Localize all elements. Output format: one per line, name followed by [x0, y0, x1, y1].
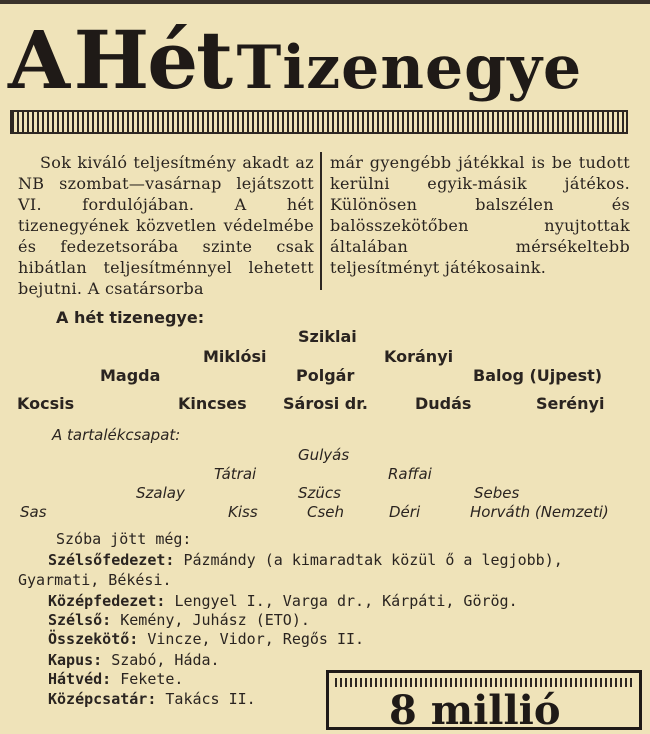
intro-column-right — [330, 152, 630, 278]
first-team-forward-5: Serényi — [536, 394, 605, 413]
headline — [8, 14, 632, 106]
column-divider — [320, 152, 322, 290]
reserve-team-half-centre: Szücs — [298, 484, 341, 502]
reserve-team-forward-3: Cseh — [307, 503, 345, 521]
mentions-wing-half-text: Pázmándy (a kimaradtak közül ő a legjobb), — [183, 551, 563, 569]
reserve-team-heading: A tartalékcsapat: — [52, 426, 181, 444]
top-border-line — [0, 0, 650, 4]
first-team-half-centre: Polgár — [296, 366, 355, 385]
mentions-centre-half — [48, 592, 518, 610]
first-team-goalkeeper: Sziklai — [298, 327, 357, 346]
first-team-back-right: Korányi — [384, 347, 454, 366]
reserve-team-forward-5: Horváth (Nemzeti) — [470, 503, 609, 521]
reserve-team-forward-2: Kiss — [228, 503, 258, 521]
mentions-winger — [48, 611, 310, 629]
mentions-keeper-text: Szabó, Háda. — [111, 651, 220, 669]
first-team-forward-1: Kocsis — [17, 394, 75, 413]
reserve-team-half-left: Szalay — [136, 484, 185, 502]
reserve-team-forward-1: Sas — [20, 503, 47, 521]
mentions-heading: Szóba jött még: — [56, 530, 192, 548]
mentions-inside-text: Vincze, Vidor, Regős II. — [147, 630, 365, 648]
headline-a: A — [8, 13, 69, 107]
mentions-centre-forward — [48, 690, 256, 708]
mentions-keeper-label: Kapus: — [48, 651, 103, 669]
headline-het: Hét — [73, 13, 232, 107]
decorative-rule — [10, 110, 628, 134]
mentions-centre-half-text: Lengyel I., Varga dr., Kárpáti, Görög. — [174, 592, 518, 610]
reserve-team-half-right: Sebes — [474, 484, 520, 502]
teaser-box — [326, 670, 642, 734]
teaser-headline: 8 millió — [389, 687, 561, 734]
first-team-forward-3: Sárosi dr. — [283, 394, 368, 413]
mentions-inside — [48, 630, 364, 648]
intro-text-right: már gyengébb játékkal is be tudott kerülni egyik-másik játékos. Különösen balszélen és balösszekötőben nyujtottak általában mérsékeltebb teljesítményt játékosaink. — [330, 153, 630, 277]
mentions-back — [48, 670, 183, 688]
intro-column-left — [18, 152, 314, 299]
mentions-back-label: Hátvéd: — [48, 670, 112, 688]
teaser-box-stripe — [335, 678, 633, 687]
mentions-inside-label: Összekötő: — [48, 630, 139, 648]
reserve-team-goalkeeper: Gulyás — [298, 446, 350, 464]
mentions-centre-half-label: Középfedezet: — [48, 592, 166, 610]
mentions-winger-label: Szélső: — [48, 611, 112, 629]
mentions-centre-forward-label: Középcsatár: — [48, 690, 157, 708]
reserve-team-back-right: Raffai — [388, 465, 432, 483]
first-team-heading: A hét tizenegye: — [56, 308, 205, 327]
headline-tizenegye: Tizenegye — [236, 33, 583, 103]
mentions-wing-half-label: Szélsőfedezet: — [48, 551, 175, 569]
first-team-forward-4: Dudás — [415, 394, 472, 413]
intro-text-left: Sok kiváló teljesítmény akadt az NB szombat—vasárnap lejátszott VI. fordulójában. A hét tizenegyének közvetlen védelmébe és fedezetsorába szinte csak hibátlan teljesítménnyel lehetett bejutni. A csatársorba — [18, 153, 314, 298]
first-team-forward-2: Kincses — [178, 394, 247, 413]
first-team-half-left: Magda — [100, 366, 161, 385]
mentions-wing-half-cont: Gyarmati, Békési. — [18, 571, 172, 589]
first-team-half-right: Balog (Ujpest) — [473, 366, 603, 385]
reserve-team-back-left: Tátrai — [214, 465, 257, 483]
first-team-back-left: Miklósi — [203, 347, 267, 366]
mentions-winger-text: Kemény, Juhász (ETO). — [120, 611, 310, 629]
reserve-team-forward-4: Déri — [389, 503, 421, 521]
mentions-keeper — [48, 651, 220, 669]
mentions-centre-forward-text: Takács II. — [165, 690, 256, 708]
mentions-back-text: Fekete. — [120, 670, 184, 688]
mentions-wing-half — [48, 551, 563, 569]
